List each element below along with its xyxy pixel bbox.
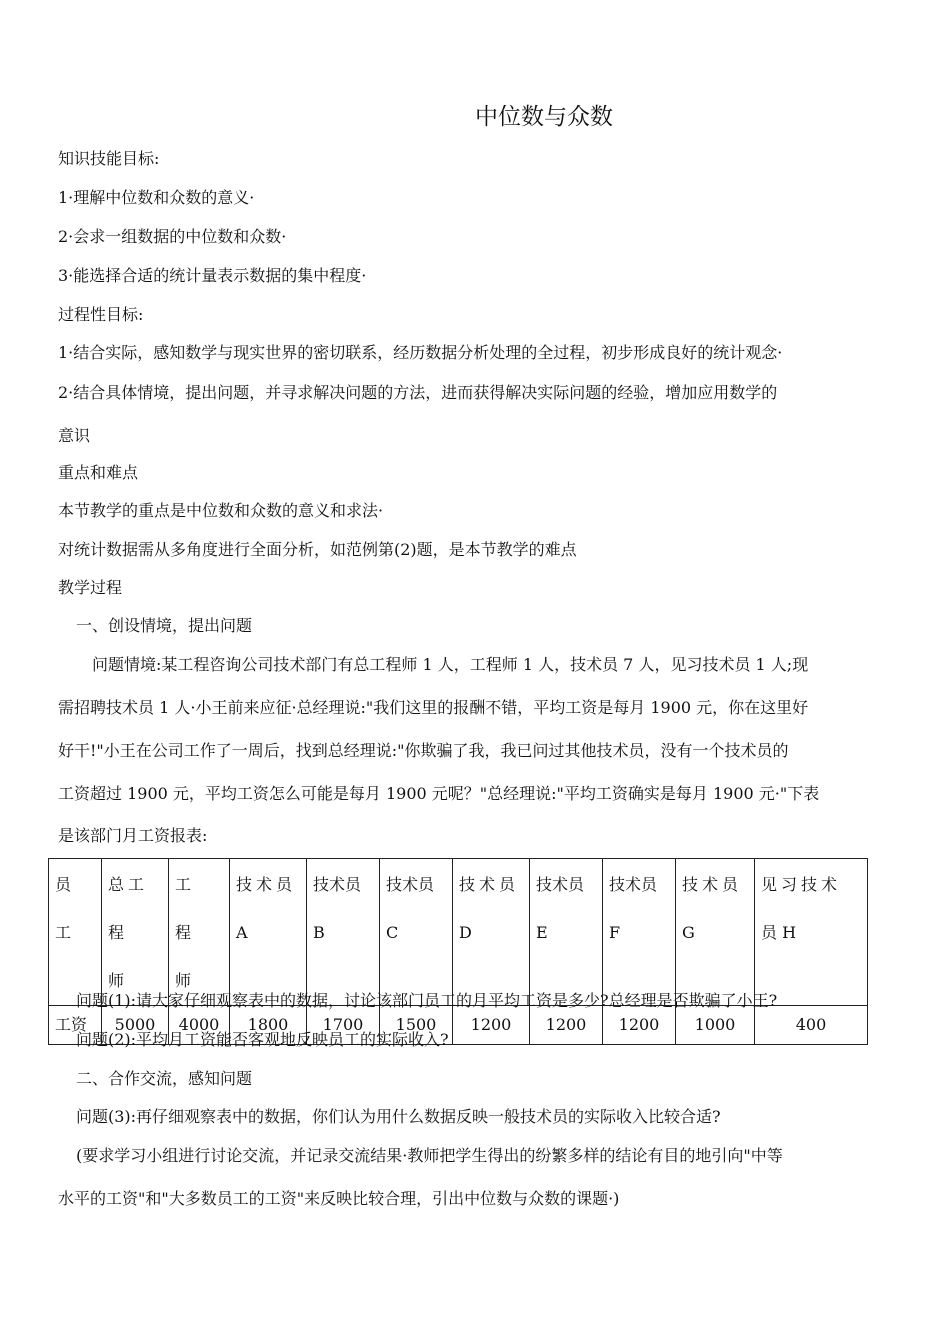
question: 问题(2):平均月工资能否客观地反映员工的实际收入? bbox=[76, 1030, 449, 1049]
wage-value: 1000 bbox=[676, 1006, 755, 1045]
wage-value: 1200 bbox=[530, 1006, 603, 1045]
paragraph: 2·结合具体情境，提出问题，并寻求解决问题的方法，进而获得解决实际问题的经验，增加应用数学的 bbox=[58, 383, 778, 402]
paragraph: 1·理解中位数和众数的意义· bbox=[58, 188, 255, 207]
wage-value: 4000 bbox=[169, 1006, 230, 1045]
wage-table bbox=[48, 858, 868, 1045]
table-header-row bbox=[49, 859, 868, 1006]
question: 问题(1):请大家仔细观察表中的数据，讨论该部门员工的月平均工资是多少?总经理是否欺骗了小王? bbox=[76, 991, 778, 1010]
paragraph: 水平的工资"和"大多数员工的工资"来反映比较合理，引出中位数与众数的课题·) bbox=[58, 1189, 620, 1208]
paragraph: 问题情境:某工程咨询公司技术部门有总工程师 1 人，工程师 1 人，技术员 7 人，见习技术员 1 人;现 bbox=[92, 655, 809, 674]
subsection-heading: 二、合作交流，感知问题 bbox=[76, 1069, 253, 1088]
wage-value: 1700 bbox=[307, 1006, 380, 1045]
header-cell: 工 程 师 bbox=[169, 859, 230, 1006]
section-heading: 过程性目标: bbox=[58, 305, 144, 324]
page-title: 中位数与众数 bbox=[475, 104, 613, 130]
subsection-heading: 一、创设情境，提出问题 bbox=[76, 616, 253, 635]
paragraph: 对统计数据需从多角度进行全面分析，如范例第(2)题，是本节教学的难点 bbox=[58, 540, 577, 559]
header-cell: 总工程 师 bbox=[102, 859, 169, 1006]
header-cell: 员 工 bbox=[49, 859, 102, 1006]
section-heading: 教学过程 bbox=[58, 578, 123, 597]
wage-value: 1500 bbox=[380, 1006, 453, 1045]
paragraph: 3·能选择合适的统计量表示数据的集中程度· bbox=[58, 266, 367, 285]
header-cell: 见习技术 员 H bbox=[755, 859, 868, 1006]
wage-value: 1800 bbox=[230, 1006, 307, 1045]
paragraph: 是该部门月工资报表: bbox=[58, 826, 208, 845]
paragraph: (要求学习小组进行讨论交流，并记录交流结果·教师把学生得出的纷繁多样的结论有目的地引向"中等 bbox=[76, 1146, 783, 1165]
header-cell: 技术员 F bbox=[603, 859, 676, 1006]
section-heading: 知识技能目标: bbox=[58, 149, 160, 168]
paragraph: 需招聘技术员 1 人·小王前来应征·总经理说:"我们这里的报酬不错，平均工资是每月 1900 元，你在这里好 bbox=[58, 698, 809, 717]
paragraph: 2·会求一组数据的中位数和众数· bbox=[58, 227, 287, 246]
wage-value: 5000 bbox=[102, 1006, 169, 1045]
wage-value: 400 bbox=[755, 1006, 868, 1045]
paragraph: 1·结合实际，感知数学与现实世界的密切联系，经历数据分析处理的全过程，初步形成良好的统计观念· bbox=[58, 343, 783, 362]
header-cell: 技术员 C bbox=[380, 859, 453, 1006]
header-cell: 技术员 G bbox=[676, 859, 755, 1006]
wage-value: 1200 bbox=[453, 1006, 530, 1045]
paragraph: 本节教学的重点是中位数和众数的意义和求法· bbox=[58, 501, 384, 520]
header-cell: 技术员 E bbox=[530, 859, 603, 1006]
wage-value: 1200 bbox=[603, 1006, 676, 1045]
header-cell: 技术员 D bbox=[453, 859, 530, 1006]
paragraph: 好干!"小王在公司工作了一周后，找到总经理说:"你欺骗了我，我已问过其他技术员，没有一个技术员的 bbox=[58, 741, 789, 760]
paragraph: 意识 bbox=[58, 426, 91, 445]
header-cell: 技术员 A bbox=[230, 859, 307, 1006]
row-label: 工资 bbox=[49, 1006, 102, 1045]
paragraph: 工资超过 1900 元，平均工资怎么可能是每月 1900 元呢？"总经理说:"平均工资确实是每月 1900 元·"下表 bbox=[58, 784, 820, 803]
header-cell: 技术员 B bbox=[307, 859, 380, 1006]
question: 问题(3):再仔细观察表中的数据，你们认为用什么数据反映一般技术员的实际收入比较合适? bbox=[76, 1107, 721, 1126]
section-heading: 重点和难点 bbox=[58, 463, 139, 482]
